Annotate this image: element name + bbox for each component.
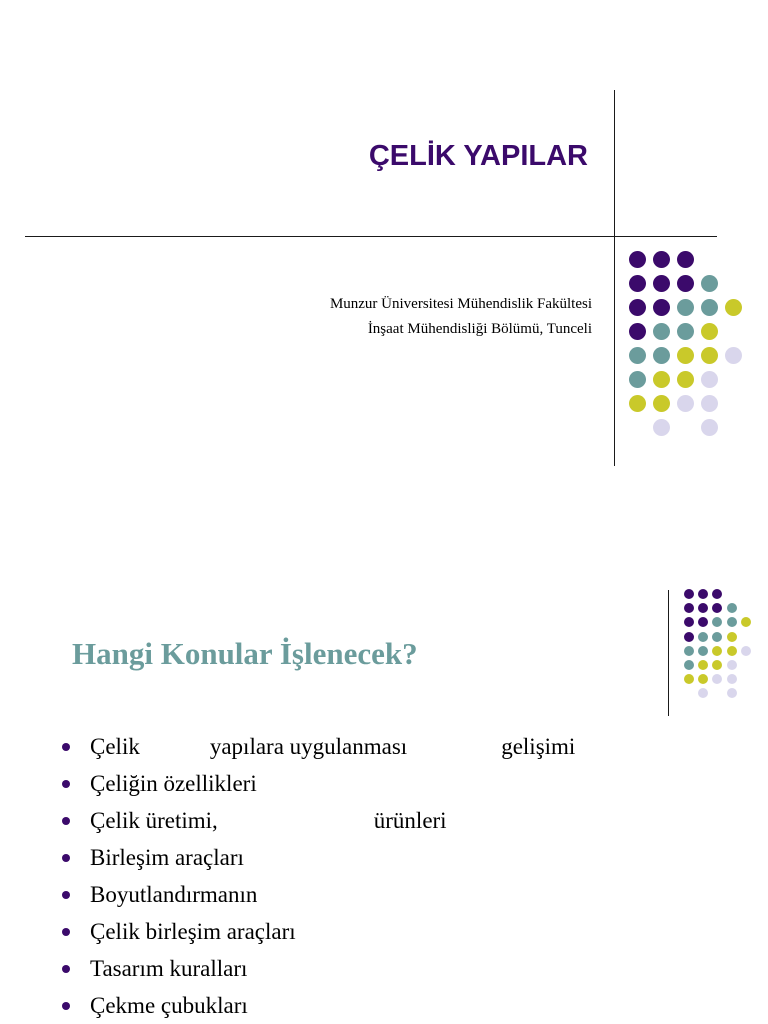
slide-heading: Hangi Konular İşlenecek? — [72, 636, 418, 671]
bullet-dot-icon — [62, 854, 70, 862]
dot-lavender — [712, 674, 722, 684]
dot-olive — [701, 347, 718, 364]
dot-purple — [629, 275, 646, 292]
dot-lavender — [727, 660, 737, 670]
topic-text: Boyutlandırmanın — [90, 882, 258, 907]
dot-purple — [684, 632, 694, 642]
dot-lavender — [653, 419, 670, 436]
dot-lavender — [698, 688, 708, 698]
dot-olive — [701, 323, 718, 340]
topic-list-item — [62, 802, 622, 839]
subtitle — [330, 292, 592, 342]
dot-lavender — [741, 646, 751, 656]
dot-teal — [684, 646, 694, 656]
dot-teal — [727, 603, 737, 613]
topic-text: Çeliğin özellikleri — [90, 771, 257, 796]
topic-list-item — [62, 876, 622, 913]
dot-purple — [684, 617, 694, 627]
dot-olive — [712, 660, 722, 670]
dot-olive — [727, 646, 737, 656]
dot-lavender — [701, 395, 718, 412]
dot-purple — [629, 299, 646, 316]
dot-teal — [629, 371, 646, 388]
subtitle-line-2: İnşaat Mühendisliği Bölümü, Tunceli — [367, 321, 592, 337]
dot-teal — [629, 347, 646, 364]
dot-purple — [698, 603, 708, 613]
dot-olive — [698, 674, 708, 684]
dot-teal — [701, 299, 718, 316]
bullet-dot-icon — [62, 1002, 70, 1010]
dot-olive — [677, 347, 694, 364]
dot-purple — [653, 251, 670, 268]
slide-title: ÇELİK YAPILAR — [368, 140, 588, 172]
dot-teal — [684, 660, 694, 670]
dot-lavender — [727, 674, 737, 684]
dot-purple — [712, 603, 722, 613]
bullet-dot-icon — [62, 780, 70, 788]
topic-list-item — [62, 950, 622, 987]
dot-olive — [698, 660, 708, 670]
dot-teal — [727, 617, 737, 627]
dot-olive — [653, 395, 670, 412]
dot-teal — [701, 275, 718, 292]
subtitle-line-1: Munzur Üniversitesi Mühendislik Fakültesi — [329, 296, 592, 312]
vertical-divider — [614, 90, 615, 466]
bullet-dot-icon — [62, 928, 70, 936]
dot-olive — [684, 674, 694, 684]
bullet-dot-icon — [62, 891, 70, 899]
topic-text: Tasarım kuralları — [90, 956, 248, 981]
dot-olive — [712, 646, 722, 656]
dot-teal — [677, 299, 694, 316]
topic-text: Çelik — [90, 734, 140, 759]
dot-teal — [653, 347, 670, 364]
topic-text: Çelik üretimi, — [90, 808, 218, 833]
dot-teal — [677, 323, 694, 340]
bullet-dot-icon — [62, 817, 70, 825]
dot-purple — [629, 323, 646, 340]
topic-list-item — [62, 913, 622, 950]
dot-teal — [712, 617, 722, 627]
dot-teal — [698, 632, 708, 642]
dot-teal — [698, 646, 708, 656]
dot-purple — [677, 275, 694, 292]
topic-text: ürünleri — [373, 808, 447, 833]
topic-text: Çekme çubukları — [90, 993, 248, 1018]
topic-list-item — [62, 987, 622, 1024]
dot-lavender — [701, 419, 718, 436]
dot-purple — [684, 603, 694, 613]
dot-purple — [653, 299, 670, 316]
dot-olive — [725, 299, 742, 316]
dot-olive — [741, 617, 751, 627]
dot-olive — [727, 632, 737, 642]
topic-text: gelişimi — [501, 734, 576, 759]
bullet-dot-icon — [62, 743, 70, 751]
dot-purple — [629, 251, 646, 268]
topic-text: Çelik birleşim araçları — [90, 919, 296, 944]
dot-purple — [653, 275, 670, 292]
dot-lavender — [677, 395, 694, 412]
dot-lavender — [725, 347, 742, 364]
content-slide — [0, 512, 768, 1024]
dot-teal — [712, 632, 722, 642]
dot-purple — [698, 589, 708, 599]
bullet-dot-icon — [62, 965, 70, 973]
dot-teal — [653, 323, 670, 340]
topic-text: Birleşim araçları — [90, 845, 244, 870]
dot-olive — [629, 395, 646, 412]
dot-purple — [698, 617, 708, 627]
dot-lavender — [701, 371, 718, 388]
dot-olive — [653, 371, 670, 388]
topic-list — [62, 728, 622, 1024]
topic-list-item — [62, 728, 622, 765]
topic-list-item — [62, 765, 622, 802]
horizontal-divider — [25, 236, 717, 237]
vertical-divider — [668, 590, 669, 716]
dot-purple — [712, 589, 722, 599]
dot-purple — [684, 589, 694, 599]
dot-olive — [677, 371, 694, 388]
dot-lavender — [727, 688, 737, 698]
topic-list-item — [62, 839, 622, 876]
dot-purple — [677, 251, 694, 268]
topic-text: yapılara uygulanması — [209, 734, 408, 759]
